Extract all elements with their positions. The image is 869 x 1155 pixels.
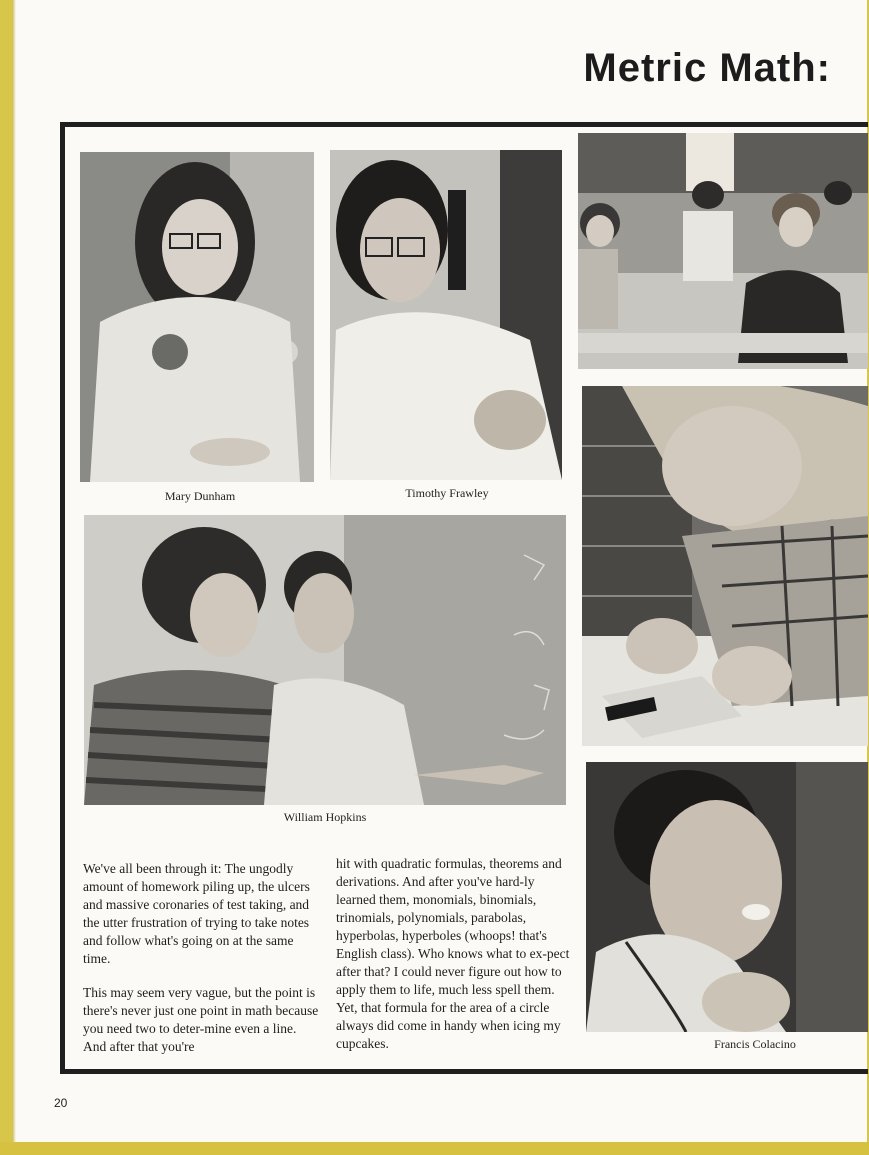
caption-william-hopkins: William Hopkins bbox=[283, 810, 367, 824]
article-paragraph-1: We've all been through it: The ungodly amount of homework piling up, the ulcers and massive coronaries of test taking, and the utter frustration of trying to take notes and follow what's going on at the same time. bbox=[83, 861, 310, 966]
timothy-frawley-photo bbox=[330, 150, 562, 480]
page-number: 20 bbox=[54, 1096, 68, 1110]
article-paragraph-3: hit with quadratic formulas, theorems and derivations. And after you've hard-ly learned them, monomials, binomials, trinomials, polynomials, parabolas, hyperbolas, hyperboles (whoops! that's English class). Who knows what to ex-pect after that? I could never figure out how to apply them to life, much less spell them. Yet, that formula for the area of a circle always did come in handy when icing my cupcakes. bbox=[336, 856, 570, 1051]
portrait-photo-icon bbox=[586, 762, 868, 1032]
article-column-right bbox=[336, 855, 576, 1069]
classroom-photo-icon bbox=[578, 133, 868, 369]
caption-mary-dunham: Mary Dunham bbox=[164, 489, 236, 503]
calculator-photo-icon bbox=[582, 386, 868, 746]
portrait-photo-icon bbox=[330, 150, 562, 480]
article-paragraph-2: This may seem very vague, but the point is there's never just one point in math because you need two to deter-mine even a line. And after that you're bbox=[83, 985, 319, 1054]
mary-dunham-photo bbox=[80, 152, 314, 482]
caption-francis-colacino: Francis Colacino bbox=[714, 1037, 796, 1051]
chalkboard-photo-icon bbox=[84, 515, 566, 805]
article-column-left bbox=[83, 860, 319, 1072]
william-hopkins-photo bbox=[84, 515, 566, 805]
page-title: Metric Math: bbox=[583, 46, 831, 90]
classroom-photo bbox=[578, 133, 868, 369]
calculator-photo bbox=[582, 386, 868, 746]
caption-timothy-frawley: Timothy Frawley bbox=[405, 486, 489, 500]
page-bottom-edge bbox=[0, 1142, 869, 1155]
francis-colacino-photo bbox=[586, 762, 868, 1032]
portrait-photo-icon bbox=[80, 152, 314, 482]
page-spine-shadow bbox=[12, 0, 16, 1142]
